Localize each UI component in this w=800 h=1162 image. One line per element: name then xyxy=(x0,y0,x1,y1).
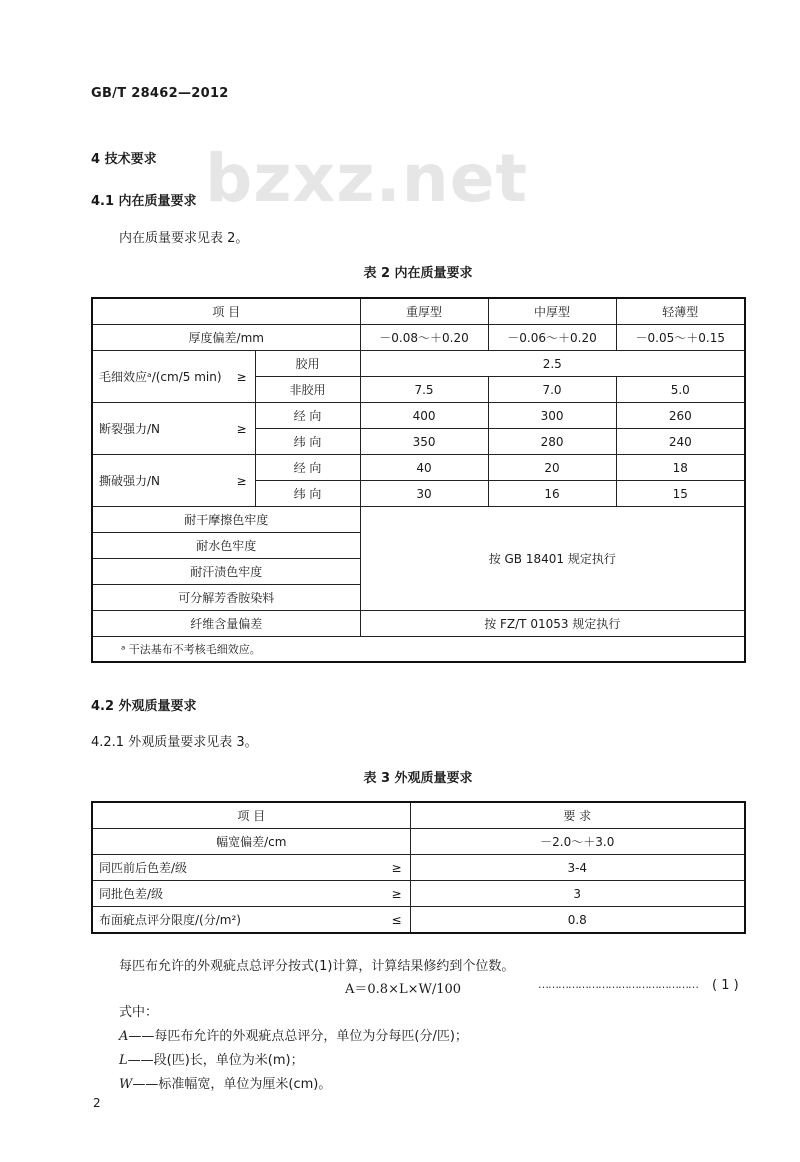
geq-symbol: ≥ xyxy=(391,860,402,875)
row-label-width: 幅宽偏差/cm xyxy=(92,829,410,855)
table-2-note: ᵃ 干法基布不考核毛细效应。 xyxy=(92,637,745,663)
sub-label: 胶用 xyxy=(255,351,360,377)
table-cell: 18 xyxy=(616,455,745,481)
table-cell: 300 xyxy=(488,403,616,429)
formula-where: 式中： xyxy=(119,1005,159,1020)
table-cell: 16 xyxy=(488,481,616,507)
table-row xyxy=(92,881,745,907)
formula-number: ( 1 ) xyxy=(712,978,739,993)
table-2-caption: 表 2 内在质量要求 xyxy=(363,266,473,281)
table-row xyxy=(92,403,745,429)
sub-label: 非胶用 xyxy=(255,377,360,403)
row-label-breaking xyxy=(92,403,255,455)
table-header-medium: 中厚型 xyxy=(488,298,616,325)
section-4-2-heading: 4.2 外观质量要求 xyxy=(91,699,197,714)
table-cell: 240 xyxy=(616,429,745,455)
table-row xyxy=(92,802,745,829)
table-cell: －0.05～＋0.15 xyxy=(616,325,745,351)
row-label-perspiration: 耐汗渍色牢度 xyxy=(92,559,360,585)
table-row xyxy=(92,298,745,325)
formula-expression: A＝0.8×L×W/100 xyxy=(345,982,462,997)
row-label-color-diff-batch xyxy=(92,881,410,907)
table-cell: 3 xyxy=(410,881,745,907)
table-row xyxy=(92,455,745,481)
table-row xyxy=(92,829,745,855)
sub-label: 纬 向 xyxy=(255,481,360,507)
row-label-text: 同匹前后色差/级 xyxy=(99,861,188,875)
table-cell: 20 xyxy=(488,455,616,481)
geq-symbol: ≥ xyxy=(391,886,402,901)
table-cell: 350 xyxy=(360,429,488,455)
row-label-text: 同批色差/级 xyxy=(99,887,164,901)
row-label-text: 毛细效应ᵃ/(cm/5 min) xyxy=(99,370,222,384)
watermark: bzxz.net xyxy=(205,140,529,217)
row-label-amine: 可分解芳香胺染料 xyxy=(92,585,360,611)
def-text: ——段(匹)长，单位为米(m)； xyxy=(127,1053,304,1068)
geq-symbol: ≥ xyxy=(236,421,247,436)
table-row xyxy=(92,855,745,881)
row-label-color-diff-piece xyxy=(92,855,410,881)
section-4-1-heading: 4.1 内在质量要求 xyxy=(91,194,197,209)
def-symbol: W xyxy=(119,1077,133,1092)
section-4-1-text: 内在质量要求见表 2。 xyxy=(119,231,249,246)
sub-label: 经 向 xyxy=(255,403,360,429)
table-header-item: 项 目 xyxy=(92,298,360,325)
row-label-defect-score xyxy=(92,907,410,934)
leq-symbol: ≤ xyxy=(391,912,402,927)
row-label-fiber: 纤维含量偏差 xyxy=(92,611,360,637)
table-row xyxy=(92,907,745,934)
row-label-wicking xyxy=(92,351,255,403)
formula-intro: 每匹布允许的外观疵点总评分按式(1)计算，计算结果修约到个位数。 xyxy=(119,959,515,974)
standard-number: GB/T 28462—2012 xyxy=(91,86,229,101)
table-header-requirement: 要 求 xyxy=(410,802,745,829)
table-header-item: 项 目 xyxy=(92,802,410,829)
table-row xyxy=(92,325,745,351)
def-text: ——每匹布允许的外观疵点总评分，单位为分每匹(分/匹)； xyxy=(128,1029,468,1044)
row-label-text: 布面疵点评分限度/(分/m²) xyxy=(99,913,241,927)
table-cell: －0.06～＋0.20 xyxy=(488,325,616,351)
table-cell: －0.08～＋0.20 xyxy=(360,325,488,351)
formula-def-l xyxy=(119,1049,304,1068)
table-cell: 3-4 xyxy=(410,855,745,881)
table-cell: 15 xyxy=(616,481,745,507)
table-3-caption: 表 3 外观质量要求 xyxy=(363,771,473,786)
table-cell: 2.5 xyxy=(360,351,745,377)
table-row xyxy=(92,611,745,637)
table-cell: 280 xyxy=(488,429,616,455)
section-4-2-1-text: 4.2.1 外观质量要求见表 3。 xyxy=(91,735,258,750)
row-label-tearing xyxy=(92,455,255,507)
group-value: 按 GB 18401 规定执行 xyxy=(360,507,745,611)
table-2 xyxy=(91,297,746,663)
table-cell: 0.8 xyxy=(410,907,745,934)
formula-def-a xyxy=(119,1025,468,1044)
sub-label: 纬 向 xyxy=(255,429,360,455)
table-header-light: 轻薄型 xyxy=(616,298,745,325)
table-cell: 7.0 xyxy=(488,377,616,403)
formula-def-w xyxy=(119,1073,331,1092)
table-cell: 40 xyxy=(360,455,488,481)
row-label-dry-rub: 耐干摩擦色牢度 xyxy=(92,507,360,533)
def-symbol: L xyxy=(119,1053,128,1068)
formula-leader-dots: ………………………………………… xyxy=(538,978,698,991)
geq-symbol: ≥ xyxy=(236,473,247,488)
table-cell: 260 xyxy=(616,403,745,429)
table-row xyxy=(92,637,745,663)
table-row xyxy=(92,507,745,533)
def-text: ——标准幅宽，单位为厘米(cm)。 xyxy=(132,1077,332,1092)
page-number: 2 xyxy=(93,1096,101,1110)
table-header-heavy: 重厚型 xyxy=(360,298,488,325)
table-cell: 7.5 xyxy=(360,377,488,403)
table-cell: 按 FZ/T 01053 规定执行 xyxy=(360,611,745,637)
table-row xyxy=(92,351,745,377)
row-label-thickness: 厚度偏差/mm xyxy=(92,325,360,351)
table-3 xyxy=(91,801,746,934)
section-4-heading: 4 技术要求 xyxy=(91,152,157,167)
table-cell: 30 xyxy=(360,481,488,507)
row-label-water: 耐水色牢度 xyxy=(92,533,360,559)
table-cell: 400 xyxy=(360,403,488,429)
row-label-text: 断裂强力/N xyxy=(99,422,161,436)
row-label-text: 撕破强力/N xyxy=(99,474,161,488)
table-cell: 5.0 xyxy=(616,377,745,403)
sub-label: 经 向 xyxy=(255,455,360,481)
table-cell: －2.0～＋3.0 xyxy=(410,829,745,855)
geq-symbol: ≥ xyxy=(236,369,247,384)
def-symbol: A xyxy=(119,1029,129,1044)
